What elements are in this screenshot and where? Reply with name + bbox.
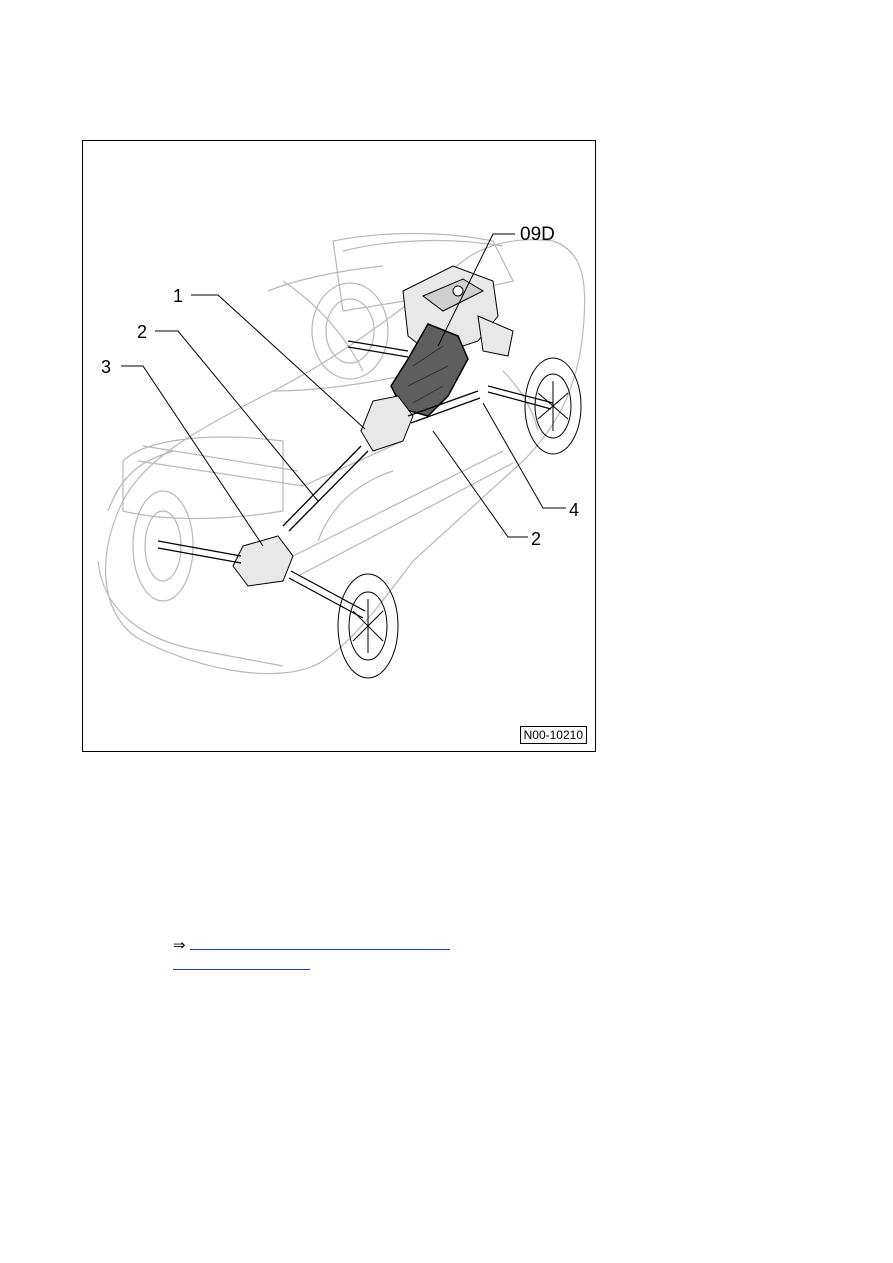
leader-lines [121,234,566,549]
rear-right-wheel [338,574,398,678]
reference-line-1 [173,934,450,954]
reference-link-1[interactable] [190,934,450,950]
callout-1: 1 [173,286,184,306]
front-right-wheel [525,358,581,454]
reference-line-2 [173,956,310,974]
callout-3: 3 [101,357,112,377]
drivetrain-illustration [83,141,594,750]
arrow-icon: ⇒ [173,937,186,954]
reference-link-2[interactable] [173,956,310,970]
vehicle-drivetrain-figure [82,140,596,752]
rear-final-drive [233,536,293,586]
callout-4: 4 [569,500,580,520]
callout-2-right: 2 [531,529,542,549]
callout-09d: 09D [520,224,555,245]
callout-2-left: 2 [137,322,148,342]
propshaft [283,446,368,531]
figure-id: N00-10210 [520,726,587,744]
